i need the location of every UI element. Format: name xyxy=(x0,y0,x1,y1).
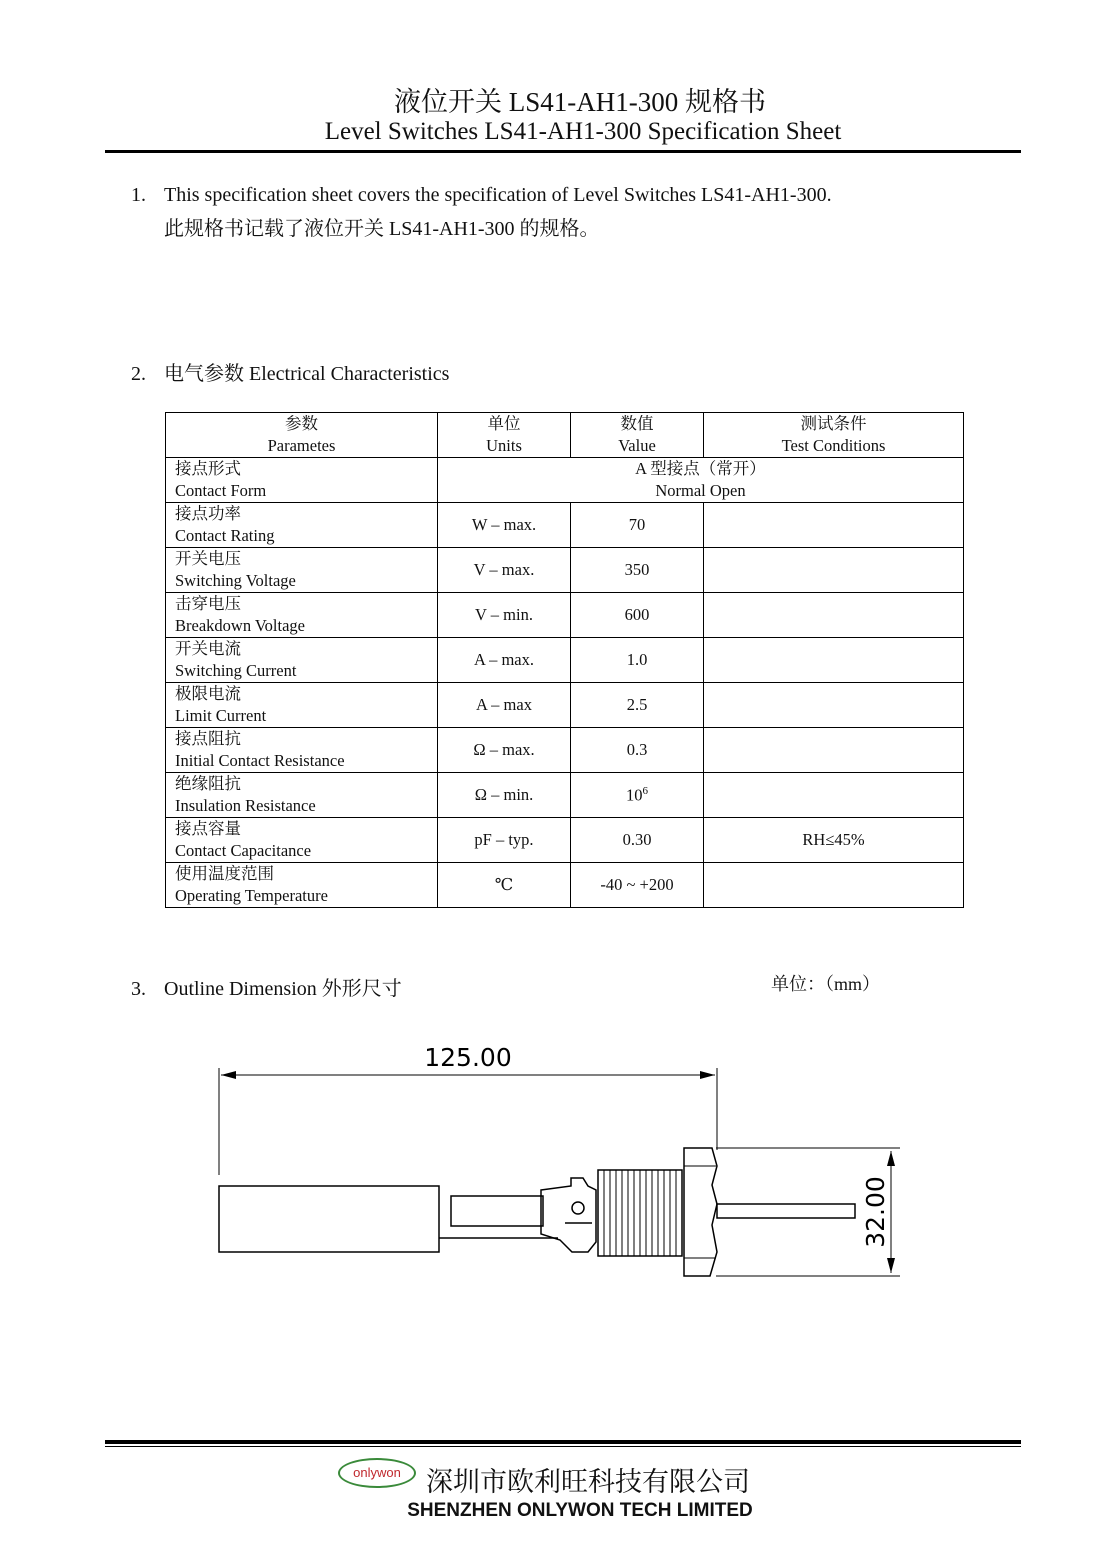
reed-tube xyxy=(717,1204,855,1218)
param-condition xyxy=(704,728,964,773)
section-3-heading xyxy=(131,972,402,1001)
table-row xyxy=(166,458,964,503)
param-name: 使用温度范围 Operating Temperature xyxy=(166,863,438,908)
param-unit: A – max xyxy=(438,683,571,728)
footer-rule-thick xyxy=(105,1440,1021,1444)
section-1-text-cn: 此规格书记载了液位开关 LS41-AH1-300 的规格。 xyxy=(164,218,600,240)
param-condition xyxy=(704,773,964,818)
param-value: 70 xyxy=(571,503,704,548)
company-logo: onlywon xyxy=(338,1458,416,1488)
diameter-label: 32.00 xyxy=(861,1176,890,1248)
param-value: 2.5 xyxy=(571,683,704,728)
param-unit: Ω – max. xyxy=(438,728,571,773)
param-value: $10^6$ xyxy=(571,773,704,818)
param-value: 350 xyxy=(571,548,704,593)
param-value: -40 ~ +200 xyxy=(571,863,704,908)
table-row xyxy=(166,818,964,863)
param-condition xyxy=(704,638,964,683)
arrowhead-left xyxy=(221,1071,236,1079)
table-row xyxy=(166,503,964,548)
header-test-conditions: 测试条件 Test Conditions xyxy=(704,413,964,458)
table-row xyxy=(166,683,964,728)
param-name: 绝缘阻抗 Insulation Resistance xyxy=(166,773,438,818)
table-row xyxy=(166,728,964,773)
param-name: 开关电流 Switching Current xyxy=(166,638,438,683)
section-2-heading xyxy=(131,357,449,386)
bracket xyxy=(541,1178,596,1252)
param-unit: V – max. xyxy=(438,548,571,593)
param-condition xyxy=(704,593,964,638)
unit-label: 单位：（mm） xyxy=(771,974,881,994)
header-rule xyxy=(105,150,1021,153)
float-body xyxy=(219,1186,439,1252)
thread-lines xyxy=(604,1170,676,1256)
param-name: 开关电压 Switching Voltage xyxy=(166,548,438,593)
param-condition xyxy=(704,863,964,908)
length-label: 125.00 xyxy=(424,1043,512,1072)
company-name-cn: 深圳市欧利旺科技有限公司 xyxy=(426,1467,750,1498)
param-value: 1.0 xyxy=(571,638,704,683)
param-contact-form: 接点形式 Contact Form xyxy=(166,458,438,503)
arrowhead-top xyxy=(887,1151,895,1166)
param-value: 0.30 xyxy=(571,818,704,863)
param-condition: RH≤45% xyxy=(704,818,964,863)
param-unit: V – min. xyxy=(438,593,571,638)
title-chinese: 液位开关 LS41-AH1-300 规格书 xyxy=(394,87,766,117)
param-unit: ℃ xyxy=(438,863,571,908)
param-value: 600 xyxy=(571,593,704,638)
footer-rule-thin xyxy=(105,1446,1021,1447)
param-unit: Ω – min. xyxy=(438,773,571,818)
table-row xyxy=(166,593,964,638)
company-name-en: SHENZHEN ONLYWON TECH LIMITED xyxy=(407,1500,753,1521)
section-1-line xyxy=(131,184,832,207)
param-unit: W – max. xyxy=(438,503,571,548)
table-row xyxy=(166,863,964,908)
bracket-eye xyxy=(572,1202,584,1214)
param-unit: pF – typ. xyxy=(438,818,571,863)
arrowhead-right xyxy=(700,1071,715,1079)
table-row xyxy=(166,548,964,593)
param-unit: A – max. xyxy=(438,638,571,683)
section-3-title: Outline Dimension 外形尺寸 xyxy=(164,978,402,1000)
outline-dimension-drawing xyxy=(0,1020,1102,1310)
hex-nut xyxy=(684,1148,717,1276)
section-3-number: 3. xyxy=(131,978,146,1000)
param-name: 击穿电压 Breakdown Voltage xyxy=(166,593,438,638)
param-name: 接点容量 Contact Capacitance xyxy=(166,818,438,863)
param-value: 0.3 xyxy=(571,728,704,773)
arrowhead-bottom xyxy=(887,1258,895,1273)
electrical-characteristics-table xyxy=(165,412,964,908)
table-row xyxy=(166,773,964,818)
header-units: 单位 Units xyxy=(438,413,571,458)
table-header-row xyxy=(166,413,964,458)
stem xyxy=(451,1196,543,1226)
contact-form-value: A 型接点（常开） Normal Open xyxy=(438,458,964,503)
section-1-number: 1. xyxy=(131,184,146,206)
param-name: 极限电流 Limit Current xyxy=(166,683,438,728)
header-value: 数值 Value xyxy=(571,413,704,458)
table-row xyxy=(166,638,964,683)
section-2-title: 电气参数 Electrical Characteristics xyxy=(164,363,450,385)
param-name: 接点阻抗 Initial Contact Resistance xyxy=(166,728,438,773)
param-name: 接点功率 Contact Rating xyxy=(166,503,438,548)
param-condition xyxy=(704,548,964,593)
title-english: Level Switches LS41-AH1-300 Specification Sheet xyxy=(324,118,842,145)
header-parameters: 参数 Parametes xyxy=(166,413,438,458)
param-condition xyxy=(704,683,964,728)
section-2-number: 2. xyxy=(131,363,146,385)
param-condition xyxy=(704,503,964,548)
section-1-text-en: This specification sheet covers the specification of Level Switches LS41-AH1-300. xyxy=(164,184,832,206)
